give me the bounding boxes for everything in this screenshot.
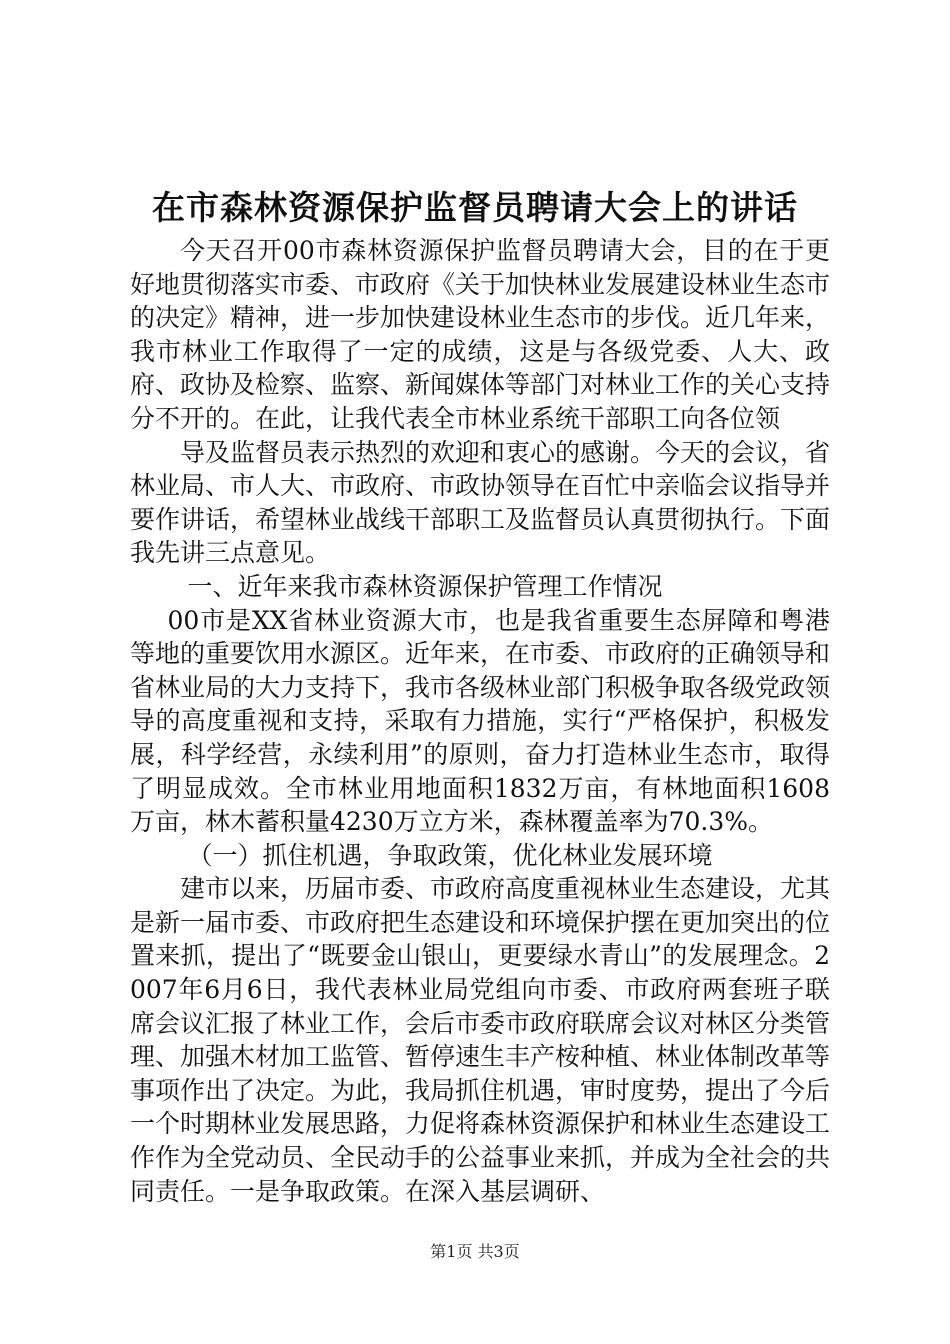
paragraph-overview: 00市是XX省林业资源大市，也是我省重要生态屏障和粤港等地的重要饮用水源区。近年来，在市委、市政府的正确领导和省林业局的大力支持下，我市各级林业部门积极争取各级党政领导的高度重视和支持，采取有力措施，实行“严格保护，积极发展，科学经营，永续利用”的原则，奋力打造林业生态市，取得了明显成效。全市林业用地面积1832万亩，有林地面积1608万亩，林木蓄积量4230万立方米，森林覆盖率为70.3%。: [130, 605, 831, 837]
document-body: [130, 234, 830, 1208]
paragraph-thanks: 导及监督员表示热烈的欢迎和衷心的感谢。今天的会议，省林业局、市人大、市政府、市政协领导在百忙中亲临会议指导并要作讲话，希望林业战线干部职工及监督员认真贯彻执行。下面我先讲三点意见。: [130, 437, 831, 568]
paragraph-opening: 今天召开00市森林资源保护监督员聘请大会，目的在于更好地贯彻落实市委、市政府《关于加快林业发展建设林业生态市的决定》精神，进一步加快建设林业生态市的步伐。近几年来，我市林业工作取得了一定的成绩，这是与各级党委、人大、政府、政协及检察、监察、新闻媒体等部门对林业工作的关心支持分不开的。在此，让我代表全市林业系统干部职工向各位领: [130, 236, 831, 433]
section-heading-1: 一、近年来我市森林资源保护管理工作情况: [187, 571, 663, 601]
subsection-heading-1: （一）抓住机遇，争取政策，优化林业发展环境: [187, 840, 713, 870]
page-number-footer: 第1页 共3页: [430, 1242, 520, 1261]
paragraph-policy: 建市以来，历届市委、市政府高度重视林业生态建设，尤其是新一届市委、市政府把生态建设和环境保护摆在更加突出的位置来抓，提出了“既要金山银山，更要绿水青山”的发展理念。2007年6月6日，我代表林业局党组向市委、市政府两套班子联席会议汇报了林业工作，会后市委市政府联席会议对林区分类管理、加强木材加工监管、暂停速生丰产桉种植、林业体制改革等事项作出了决定。为此，我局抓住机遇，审时度势，提出了今后一个时期林业发展思路，力促将森林资源保护和林业生态建设工作作为全党动员、全民动手的公益事业来抓，并成为全社会的共同责任。一是争取政策。在深入基层调研、: [130, 874, 831, 1206]
document-title: 在市森林资源保护监督员聘请大会上的讲话: [152, 188, 798, 227]
